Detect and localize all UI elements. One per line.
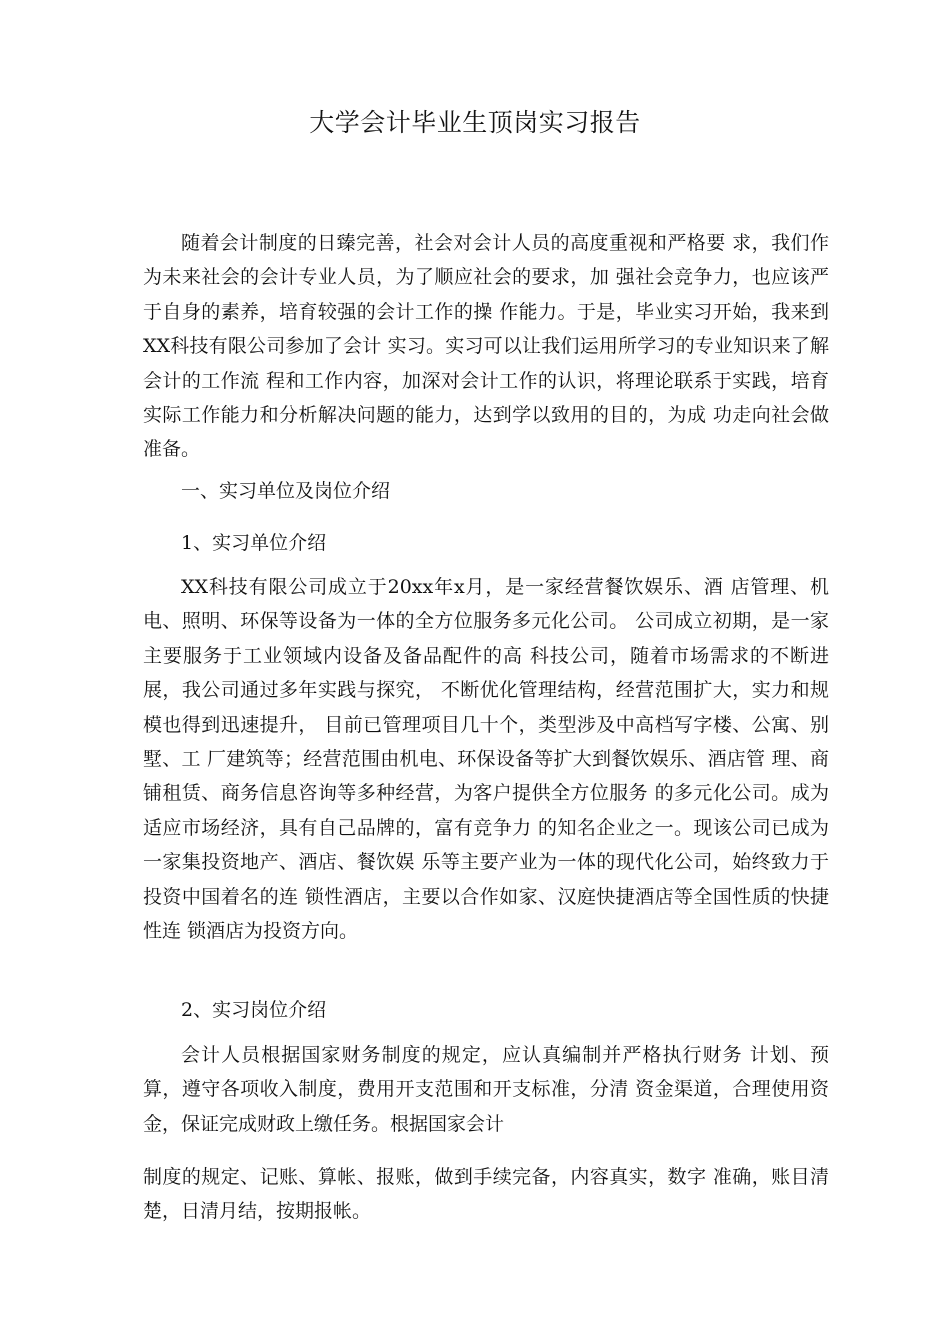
subheading-unit-intro: 1、实习单位介绍 (181, 532, 327, 554)
post-intro-continuation: 制度的规定、记账、算帐、报账，做到手续完备，内容真实，数字 准确，账目清楚，日清月结，按期报帐。 (143, 1166, 829, 1223)
subheading-post-intro: 2、实习岗位介绍 (181, 999, 327, 1021)
intro-paragraph: 随着会计制度的日臻完善，社会对会计人员的高度重视和严格要 求，我们作为未来社会的会计专业人员，为了顺应社会的要求，加 强社会竞争力，也应该严于自身的素养，培育较强的会计工作的操 作能力。于是，毕业实习开始，我来到XX科技有限公司参加了会计 实习。实习可以让我们运用所学习的专业知识来了解会计的工作流 程和工作内容，加深对会计工作的认识，将理论联系于实践，培育 实际工作能力和分析解决问题的能力，达到学以致用的目的，为成 功走向社会做准备。 (143, 232, 829, 461)
section-heading-unit-and-post: 一、实习单位及岗位介绍 (181, 480, 391, 502)
unit-intro-paragraph: XX科技有限公司成立于20xx年x月，是一家经营餐饮娱乐、酒 店管理、机电、照明、环保等设备为一体的全方位服务多元化公司。 公司成立初期，是一家主要服务于工业领域内设备及备品配件的高 科技公司，随着市场需求的不断进展，我公司通过多年实践与探究， 不断优化管理结构，经营范围扩大，实力和规模也得到迅速提升， 目前已管理项目几十个，类型涉及中高档写字楼、公寓、别墅、工 厂建筑等；经营范围由机电、环保设备等扩大到餐饮娱乐、酒店管 理、商铺租赁、商务信息咨询等多种经营，为客户提供全方位服务 的多元化公司。成为适应市场经济，具有自己品牌的，富有竞争力 的知名企业之一。现该公司已成为一家集投资地产、酒店、餐饮娱 乐等主要产业为一体的现代化公司，始终致力于投资中国着名的连 锁性酒店，主要以合作如家、汉庭快捷酒店等全国性质的快捷性连 锁酒店为投资方向。 (143, 576, 829, 943)
document-title: 大学会计毕业生顶岗实习报告 (309, 108, 641, 137)
post-intro-paragraph: 会计人员根据国家财务制度的规定，应认真编制并严格执行财务 计划、预算，遵守各项收入制度，费用开支范围和开支标准，分清 资金渠道，合理使用资金，保证完成财政上缴任务。根据国家会计 (143, 1044, 829, 1135)
